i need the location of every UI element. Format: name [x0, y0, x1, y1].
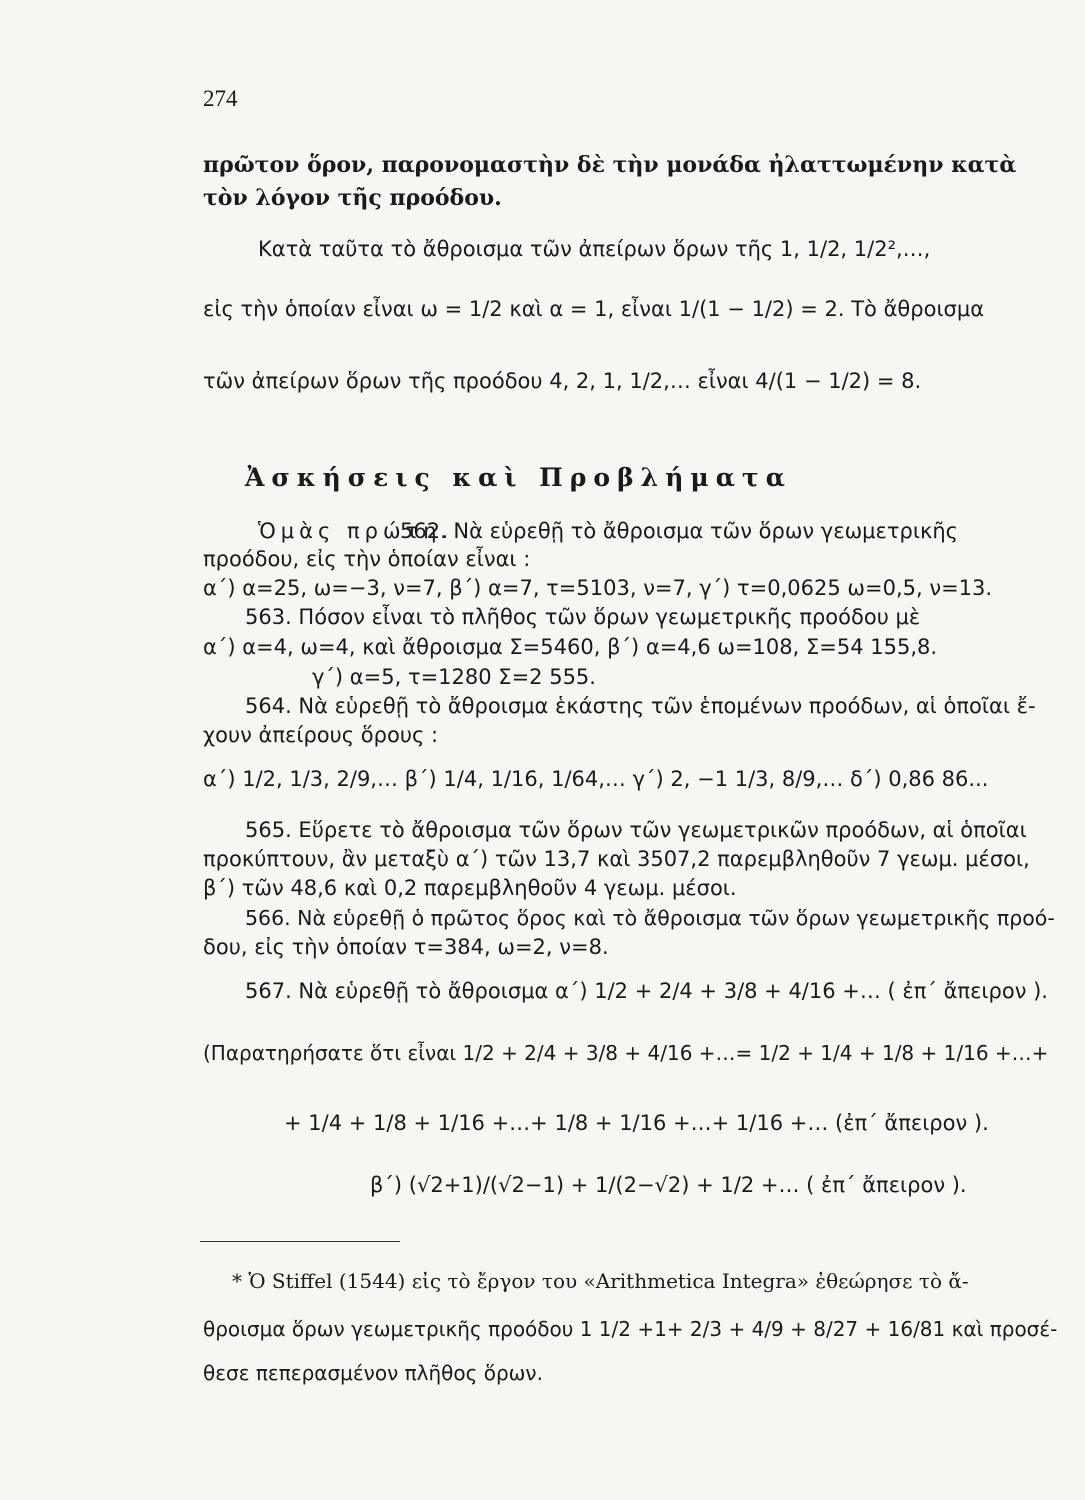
exercise-567-line-2: (Παρατηρήσατε ὅτι εἶναι 1/2 + 2/4 + 3/8 + 4/16 +…= 1/2 + 1/4 + 1/8 + 1/16 +…+ — [203, 1041, 1049, 1065]
body-line-1: Κατὰ ταῦτα τὸ ἄθροισμα τῶν ἀπείρων ὅρων τῆς 1, 1/2, 1/2²,…, — [258, 237, 931, 261]
exercise-562-line-3: α΄) α=25, ω=−3, ν=7, β΄) α=7, τ=5103, ν=7, γ΄) τ=0,0625 ω=0,5, ν=13. — [203, 576, 993, 600]
exercise-564-line-1: 564. Νὰ εὑρεθῇ τὸ ἄθροισμα ἑκάστης τῶν ἑπομένων προόδων, αἱ ὁποῖαι ἔ- — [245, 694, 1036, 718]
exercise-566-line-2: δου, εἰς τὴν ὁποίαν τ=384, ω=2, ν=8. — [203, 935, 609, 959]
footnote-line-1: * Ὁ Stiffel (1544) εἰς τὸ ἔργον του «Arithmetica Integra» ἐθεώρησε τὸ ἄ- — [232, 1269, 969, 1293]
footnote-line-2: θροισμα ὅρων γεωμετρικῆς προόδου 1 1/2 +1+ 2/3 + 4/9 + 8/27 + 16/81 καὶ προσέ- — [203, 1317, 1058, 1341]
exercise-563-line-3: γ΄) α=5, τ=1280 Σ=2 555. — [312, 665, 596, 689]
exercise-566-line-1: 566. Νὰ εὑρεθῇ ὁ πρῶτος ὅρος καὶ τὸ ἄθροισμα τῶν ὅρων γεωμετρικῆς προό- — [245, 906, 1055, 930]
exercise-565-line-3: β΄) τῶν 48,6 καὶ 0,2 παρεμβληθοῦν 4 γεωμ. μέσοι. — [203, 876, 737, 900]
exercise-563-line-1: 563. Πόσον εἶναι τὸ πλῆθος τῶν ὅρων γεωμετρικῆς προόδου μὲ — [245, 605, 921, 629]
exercise-564-line-3: α΄) 1/2, 1/3, 2/9,… β΄) 1/4, 1/16, 1/64,… γ΄) 2, −1 1/3, 8/9,… δ΄) 0,86 86... — [203, 767, 989, 791]
exercise-567-line-4: β΄) (√2+1)/(√2−1) + 1/(2−√2) + 1/2 +… ( ἐπ΄ ἄπειρον ). — [370, 1173, 967, 1197]
exercise-565-line-1: 565. Εὕρετε τὸ ἄθροισμα τῶν ὅρων τῶν γεωμετρικῶν προόδων, αἱ ὁποῖαι — [245, 818, 1027, 842]
intro-bold-line-1: πρῶτον ὅρον, παρονομαστὴν δὲ τὴν μονάδα ἠλαττωμένην κατὰ — [203, 152, 1017, 178]
exercise-567-line-3: + 1/4 + 1/8 + 1/16 +…+ 1/8 + 1/16 +…+ 1/16 +… (ἐπ΄ ἄπειρον ). — [284, 1111, 989, 1135]
intro-bold-line-2: τὸν λόγον τῆς προόδου. — [203, 185, 502, 211]
body-line-2: εἰς τὴν ὁποίαν εἶναι ω = 1/2 καὶ α = 1, εἶναι 1/(1 − 1/2) = 2. Τὸ ἄθροισμα — [203, 297, 985, 321]
exercise-567-line-1: 567. Νὰ εὑρεθῇ τὸ ἄθροισμα α΄) 1/2 + 2/4 + 3/8 + 4/16 +… ( ἐπ΄ ἄπειρον ). — [245, 979, 1048, 1003]
exercise-562-line-2: προόδου, εἰς τὴν ὁποίαν εἶναι : — [203, 547, 531, 571]
exercise-564-line-2: χουν ἀπείρους ὅρους : — [203, 723, 439, 747]
footnote-line-3: θεσε πεπερασμένον πλῆθος ὅρων. — [203, 1361, 543, 1385]
exercise-562-line-1: 562. Νὰ εὑρεθῇ τὸ ἄθροισμα τῶν ὅρων γεωμετρικῆς — [400, 519, 958, 543]
page-number: 274 — [203, 86, 238, 111]
section-title: Ἀσκήσεις καὶ Προβλήματα — [245, 463, 792, 492]
body-line-3: τῶν ἀπείρων ὅρων τῆς προόδου 4, 2, 1, 1/2,… εἶναι 4/(1 − 1/2) = 8. — [203, 369, 922, 393]
exercise-563-line-2: α΄) α=4, ω=4, καὶ ἄθροισμα Σ=5460, β΄) α=4,6 ω=108, Σ=54 155,8. — [203, 635, 938, 659]
exercise-565-line-2: προκύπτουν, ἂν μεταξὺ α΄) τῶν 13,7 καὶ 3507,2 παρεμβληθοῦν 7 γεωμ. μέσοι, — [203, 847, 1030, 871]
footnote-rule — [200, 1241, 400, 1242]
group-label: Ὁμὰς πρώτη. — [258, 519, 454, 543]
